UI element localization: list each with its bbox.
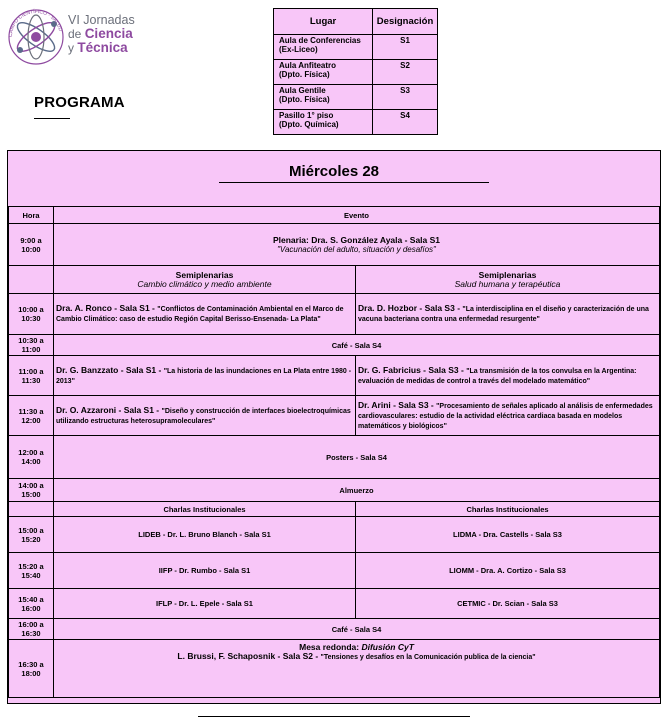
rooms-header-row — [274, 9, 438, 35]
inst-left: IIFP - Dr. Rumbo - Sala S1 — [54, 553, 356, 589]
room-name: Pasillo 1° piso (Dpto. Química) — [274, 110, 373, 135]
time-cell: 9:00 a 10:00 — [9, 224, 54, 266]
time-cell — [9, 266, 54, 294]
time-cell: 16:30 a 18:00 — [9, 640, 54, 698]
time-cell: 15:00 a 15:20 — [9, 517, 54, 553]
logo-line-3: y Técnica — [68, 40, 128, 55]
inst-left: LIDEB - Dr. L. Bruno Blanch - Sala S1 — [54, 517, 356, 553]
rooms-col-designacion: Designación — [373, 9, 438, 35]
mesa-cell — [54, 640, 660, 698]
time-cell: 15:40 a 16:00 — [9, 589, 54, 619]
col-evento: Evento — [54, 207, 660, 224]
charlas-right-header: Charlas Institucionales — [356, 502, 660, 517]
table-row — [9, 517, 660, 553]
time-cell: 10:00 a 10:30 — [9, 294, 54, 335]
day-title: Miércoles 28 — [288, 163, 380, 180]
svg-text:CAMPO CIENTÍFICO · SALUD: CAMPO CIENTÍFICO · SALUD — [7, 8, 64, 38]
table-row — [274, 110, 438, 135]
table-row — [9, 619, 660, 640]
semi-right-label: Semiplenarias — [478, 269, 537, 280]
talk-left: Dr. G. Banzzato - Sala S1 - "La historia de las inundaciones en La Plata entre 1980 - 2013" — [54, 356, 356, 396]
talk-left: Dr. O. Azzaroni - Sala S1 - "Diseño y construcción de interfaces bioelectroquímicas utilizando estructuras heterosupramoleculares" — [54, 396, 356, 436]
table-row — [9, 589, 660, 619]
cafe-break-2: Café - Sala S4 — [54, 619, 660, 640]
inst-right: CETMIC - Dr. Scian - Sala S3 — [356, 589, 660, 619]
rooms-table — [273, 8, 438, 135]
semi-right-sub: Salud humana y terapéutica — [454, 278, 561, 289]
table-row — [9, 266, 660, 294]
table-row — [9, 553, 660, 589]
cafe-break: Café - Sala S4 — [54, 335, 660, 356]
room-code: S3 — [373, 85, 438, 110]
jornadas-logo — [6, 4, 156, 72]
talk-right: Dr. G. Fabricius - Sala S3 - "La transmisión de la tos convulsa en la Argentina: evaluación de medidas de control a través del modelado matemático" — [356, 356, 660, 396]
room-code: S4 — [373, 110, 438, 135]
title-underline — [34, 118, 70, 119]
col-hora: Hora — [9, 207, 54, 224]
mesa-label: Mesa redonda: Difusión CyT — [299, 642, 414, 652]
schedule-panel — [7, 150, 661, 704]
posters-cell: Posters - Sala S4 — [54, 436, 660, 479]
almuerzo-cell: Almuerzo — [54, 479, 660, 502]
table-row — [9, 479, 660, 502]
schedule-header-row — [9, 207, 660, 224]
time-cell: 14:00 a 15:00 — [9, 479, 54, 502]
semi-left-label: Semiplenarias — [175, 269, 234, 280]
table-row — [9, 396, 660, 436]
table-row — [274, 85, 438, 110]
plenaria-speaker: Plenaria: Dra. S. González Ayala - Sala S1 — [272, 234, 441, 245]
semi-left-sub: Cambio climático y medio ambiente — [137, 278, 272, 289]
semi-right-cell — [356, 266, 660, 294]
plenaria-title: "Vacunación del adulto, situación y desafíos" — [277, 244, 436, 254]
table-row — [9, 224, 660, 266]
room-code: S2 — [373, 60, 438, 85]
time-cell: 11:00 a 11:30 — [9, 356, 54, 396]
table-row — [9, 640, 660, 698]
talk-right: Dr. Arini - Sala S3 - "Procesamiento de señales aplicado al análisis de enfermedades cardiovasculares: estudio de la actividad eléctrica cardiaca basada en modelos matemáticos y biológicos" — [356, 396, 660, 436]
time-cell — [9, 502, 54, 517]
table-row — [9, 436, 660, 479]
table-row — [274, 35, 438, 60]
table-row — [9, 294, 660, 335]
plenaria-cell — [54, 224, 660, 266]
atom-logo-icon — [6, 4, 70, 70]
footer-line — [198, 716, 470, 717]
inst-left: IFLP - Dr. L. Epele - Sala S1 — [54, 589, 356, 619]
logo-line-1: VI Jornadas — [68, 13, 135, 27]
time-cell: 10:30 a 11:00 — [9, 335, 54, 356]
table-row — [274, 60, 438, 85]
inst-right: LIDMA - Dra. Castells - Sala S3 — [356, 517, 660, 553]
logo-text — [68, 14, 135, 55]
time-cell: 12:00 a 14:00 — [9, 436, 54, 479]
room-name: Aula Anfiteatro (Dpto. Física) — [274, 60, 373, 85]
time-cell: 15:20 a 15:40 — [9, 553, 54, 589]
table-row — [9, 502, 660, 517]
time-cell: 16:00 a 16:30 — [9, 619, 54, 640]
mesa-speakers: L. Brussi, F. Schaposnik - Sala S2 - "Tensiones y desafíos en la Comunicación publica de la ciencia" — [177, 651, 536, 661]
room-name: Aula de Conferencias (Ex-Liceo) — [274, 35, 373, 60]
talk-left: Dra. A. Ronco - Sala S1 - "Conflictos de Contaminación Ambiental en el Marco de Cambio Climático: caso de estudio Región Capital Berisso-Ensenada- La Plata" — [54, 294, 356, 335]
rooms-col-lugar: Lugar — [274, 9, 373, 35]
inst-right: LIOMM - Dra. A. Cortizo - Sala S3 — [356, 553, 660, 589]
room-name: Aula Gentile (Dpto. Física) — [274, 85, 373, 110]
schedule-table — [8, 206, 660, 698]
logo-line-2: de Ciencia — [68, 26, 133, 41]
time-cell: 11:30 a 12:00 — [9, 396, 54, 436]
talk-right: Dra. D. Hozbor - Sala S3 - "La interdisciplina en el diseño y caracterización de una vacuna bacteriana contra una enfermedad resurgente" — [356, 294, 660, 335]
semi-left-cell — [54, 266, 356, 294]
page-title: PROGRAMA — [34, 94, 125, 111]
room-code: S1 — [373, 35, 438, 60]
table-row — [9, 356, 660, 396]
day-underline — [219, 182, 489, 183]
table-row — [9, 335, 660, 356]
charlas-left-header: Charlas Institucionales — [54, 502, 356, 517]
